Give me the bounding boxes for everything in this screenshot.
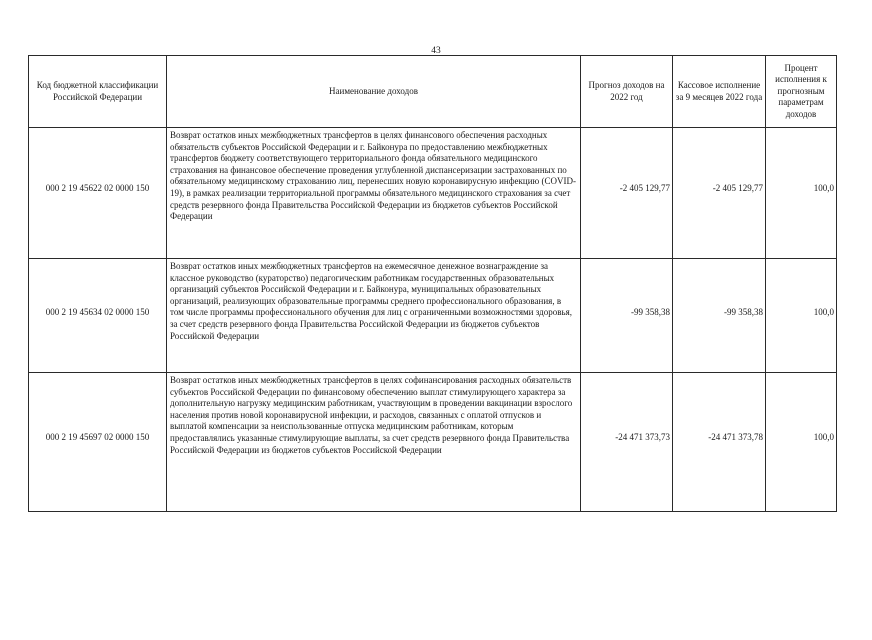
table-header-row: [29, 56, 837, 128]
row-name: Возврат остатков иных межбюджетных трансфертов в целях финансового обеспечения расходных обязательств субъектов Российской Федерации и г. Байконура по предоставлению межбюджетных трансфертов бюджету соответствующего территориального фонда обязательного медицинского страхования на финансовое обеспечение проведения углубленной диспансеризации застрахованных по обязательному медицинскому страхованию лиц, перенесших новую коронавирусную инфекцию (COVID-19), в рамках реализации территориальной программы обязательного медицинского страхования за счет средств резервного фонда Правительства Российской Федерации из бюджетов субъектов Российской Федерации: [167, 128, 581, 259]
row-name: Возврат остатков иных межбюджетных трансфертов на ежемесячное денежное вознаграждение за классное руководство (кураторство) педагогическим работникам государственных образовательных организаций субъектов Российской Федерации и г. Байконура, муниципальных образовательных организаций, реализующих образовательные программы среднего профессионального образования, в том числе программы профессионального обучения для лиц с ограниченными возможностями здоровья, за счет средств резервного фонда Правительства Российской Федерации из бюджетов субъектов Российской Федерации: [167, 259, 581, 373]
table-row: [29, 373, 837, 512]
row-forecast: -2 405 129,77: [581, 128, 673, 259]
row-percent: 100,0: [766, 373, 837, 512]
header-forecast: Прогноз доходов на 2022 год: [581, 56, 673, 128]
header-name: Наименование доходов: [167, 56, 581, 128]
header-code: Код бюджетной классификации Российской Федерации: [29, 56, 167, 128]
table-row: [29, 128, 837, 259]
page-number: 43: [431, 46, 441, 56]
header-cash: Кассовое исполнение за 9 месяцев 2022 года: [673, 56, 766, 128]
row-forecast: -24 471 373,73: [581, 373, 673, 512]
row-percent: 100,0: [766, 128, 837, 259]
row-cash: -99 358,38: [673, 259, 766, 373]
row-name: Возврат остатков иных межбюджетных трансфертов в целях софинансирования расходных обязательств субъектов Российской Федерации по финансовому обеспечению выплат стимулирующего характера за дополнительную нагрузку медицинским работникам, участвующим в проведении вакцинации взрослого населения против новой коронавирусной инфекции, и расходов, связанных с оплатой отпусков и выплатой компенсации за неиспользованные отпуска медицинским работникам, которым предоставлялись указанные стимулирующие выплаты, за счет средств резервного фонда Правительства Российской Федерации из бюджетов субъектов Российской Федерации: [167, 373, 581, 512]
table-row: [29, 259, 837, 373]
row-code: 000 2 19 45697 02 0000 150: [29, 373, 167, 512]
row-cash: -2 405 129,77: [673, 128, 766, 259]
row-code: 000 2 19 45634 02 0000 150: [29, 259, 167, 373]
header-percent: Процент исполнения к прогнозным параметрам доходов: [766, 56, 837, 128]
row-percent: 100,0: [766, 259, 837, 373]
revenue-table: [28, 55, 837, 512]
row-forecast: -99 358,38: [581, 259, 673, 373]
row-code: 000 2 19 45622 02 0000 150: [29, 128, 167, 259]
row-cash: -24 471 373,78: [673, 373, 766, 512]
